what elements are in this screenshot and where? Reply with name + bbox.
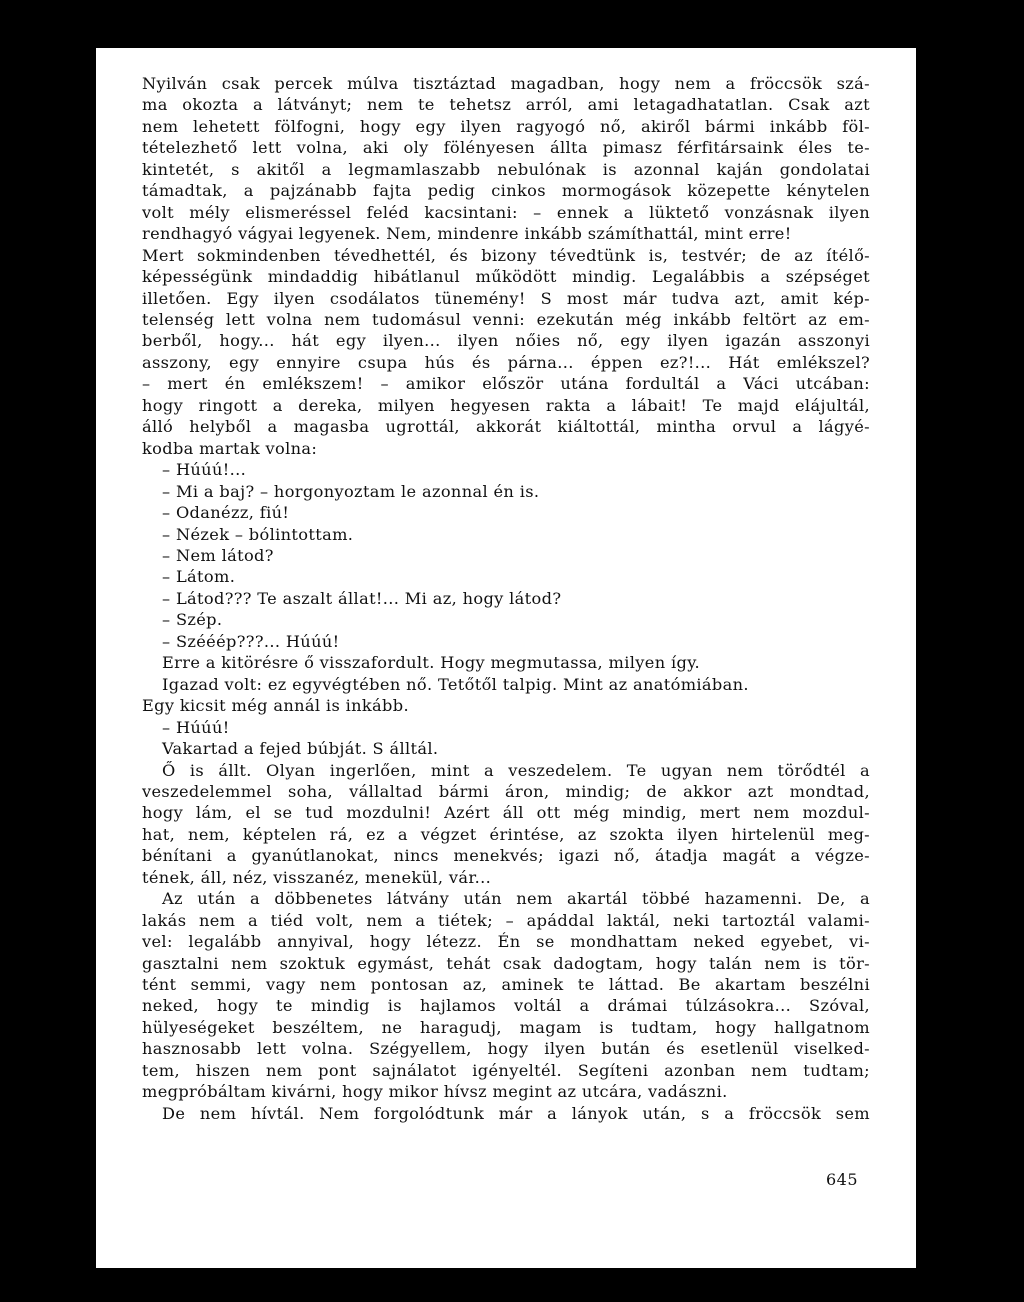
text-line: Egy kicsit még annál is inkább. xyxy=(142,696,409,716)
text-line: ma okozta a látványt; nem te tehetsz arról, ami letagadhatatlan. Csak azt xyxy=(142,95,870,115)
text-line: – Nézek – bólintottam. xyxy=(162,524,354,544)
text-line: – Látod??? Te aszalt állat!... Mi az, hogy látod? xyxy=(162,588,562,608)
text-line: kintetét, s akitől a legmamlaszabb nebulónak is azonnal kaján gondolatai xyxy=(142,159,870,179)
text-line: – Odanézz, fiú! xyxy=(162,503,290,523)
text-line: – mert én emlékszem! – amikor először utána fordultál a Váci utcában: xyxy=(142,374,870,394)
text-line: lakás nem a tiéd volt, nem a tiétek; – apáddal laktál, neki tartoztál valami- xyxy=(142,910,870,930)
text-line: Mert sokmindenben tévedhettél, és bizony tévedtünk is, testvér; de az ítélő- xyxy=(142,245,870,265)
text-line: hat, nem, képtelen rá, ez a végzet érintése, az szokta ilyen hirtelenül meg- xyxy=(142,824,870,844)
text-line: tének, áll, néz, visszanéz, menekül, vár... xyxy=(142,867,492,887)
text-line: Az után a döbbenetes látvány után nem akartál többé hazamenni. De, a xyxy=(162,889,870,909)
text-line: Vakartad a fejed búbját. S álltál. xyxy=(162,739,439,759)
text-line: neked, hogy te mindig is hajlamos voltál a drámai túlzásokra... Szóval, xyxy=(142,996,870,1016)
text-line: hogy ringott a dereka, milyen hegyesen rakta a lábait! Te majd elájultál, xyxy=(142,395,870,415)
text-line: – Húúú!... xyxy=(162,460,247,480)
text-line: – Szép. xyxy=(162,610,223,630)
text-line: telenség lett volna nem tudomásul venni: ezekután még inkább feltört az em- xyxy=(142,309,870,329)
page-number: 645 xyxy=(826,1170,859,1189)
text-line: rendhagyó vágyai legyenek. Nem, mindenre inkább számíthattál, mint erre! xyxy=(142,224,792,244)
text-line: hasznosabb lett volna. Szégyellem, hogy ilyen bután és esetlenül viselked- xyxy=(142,1039,870,1059)
text-line: álló helyből a magasba ugrottál, akkorát kiáltottál, mintha orvul a lágyé- xyxy=(142,417,870,437)
text-line: – Látom. xyxy=(162,567,236,587)
text-line: – Húúú! xyxy=(162,717,230,737)
text-line: veszedelemmel soha, vállaltad bármi áron, mindig; de akkor azt mondtad, xyxy=(142,781,870,801)
text-line: kodba martak volna: xyxy=(142,438,318,458)
body-text xyxy=(142,73,870,1124)
text-line: vel: legalább annyival, hogy létezz. Én se mondhattam neked egyebet, vi- xyxy=(142,932,870,952)
text-line: hülyeségeket beszéltem, ne haragudj, magam is tudtam, hogy hallgatnom xyxy=(142,1017,870,1037)
text-line: asszony, egy ennyire csupa hús és párna... éppen ez?!... Hát emlékszel? xyxy=(142,352,870,372)
text-line: támadtak, a pajzánabb fajta pedig cinkos mormogások közepette kénytelen xyxy=(142,181,870,201)
text-line: berből, hogy... hát egy ilyen... ilyen nőies nő, egy ilyen igazán asszonyi xyxy=(142,331,870,351)
text-line: tént semmi, vagy nem pontosan az, aminek te láttad. Be akartam beszélni xyxy=(142,975,870,995)
text-line: képességünk mindaddig hibátlanul működött mindig. Legalábbis a szépséget xyxy=(142,267,870,287)
text-line: nem lehetett fölfogni, hogy egy ilyen ragyogó nő, akiről bármi inkább föl- xyxy=(142,116,870,136)
text-line: tételezhető lett volna, aki oly fölényesen állta pimasz férfitársaink éles te- xyxy=(142,138,870,158)
text-line: volt mély elismeréssel feléd kacsintani: – ennek a lüktető vonzásnak ilyen xyxy=(142,202,870,222)
text-line: hogy lám, el se tud mozdulni! Azért áll ott még mindig, mert nem mozdul- xyxy=(142,803,870,823)
text-line: tem, hiszen nem pont sajnálatot igényeltél. Segíteni azonban nem tudtam; xyxy=(142,1060,870,1080)
text-line: Ő is állt. Olyan ingerlően, mint a veszedelem. Te ugyan nem törődtél a xyxy=(162,760,870,780)
text-line: bénítani a gyanútlanokat, nincs menekvés; igazi nő, átadja magát a végze- xyxy=(142,846,870,866)
text-line: megpróbáltam kivárni, hogy mikor hívsz megint az utcára, vadászni. xyxy=(142,1082,728,1102)
text-line: Igazad volt: ez egyvégtében nő. Tetőtől talpig. Mint az anatómiában. xyxy=(162,674,749,694)
text-line: Erre a kitörésre ő visszafordult. Hogy megmutassa, milyen így. xyxy=(162,653,701,673)
text-line: illetően. Egy ilyen csodálatos tünemény! S most már tudva azt, amit kép- xyxy=(142,288,870,308)
text-line: Nyilván csak percek múlva tisztáztad magadban, hogy nem a fröccsök szá- xyxy=(142,74,870,93)
text-line: gasztalni nem szoktuk egymást, tehát csak dadogtam, hogy talán nem is tör- xyxy=(142,953,870,973)
text-line: – Szééép???... Húúú! xyxy=(162,631,340,651)
text-line: – Nem látod? xyxy=(162,545,274,565)
text-line: De nem hívtál. Nem forgolódtunk már a lányok után, s a fröccsök sem xyxy=(162,1103,870,1123)
text-line: – Mi a baj? – horgonyoztam le azonnal én is. xyxy=(162,481,540,501)
